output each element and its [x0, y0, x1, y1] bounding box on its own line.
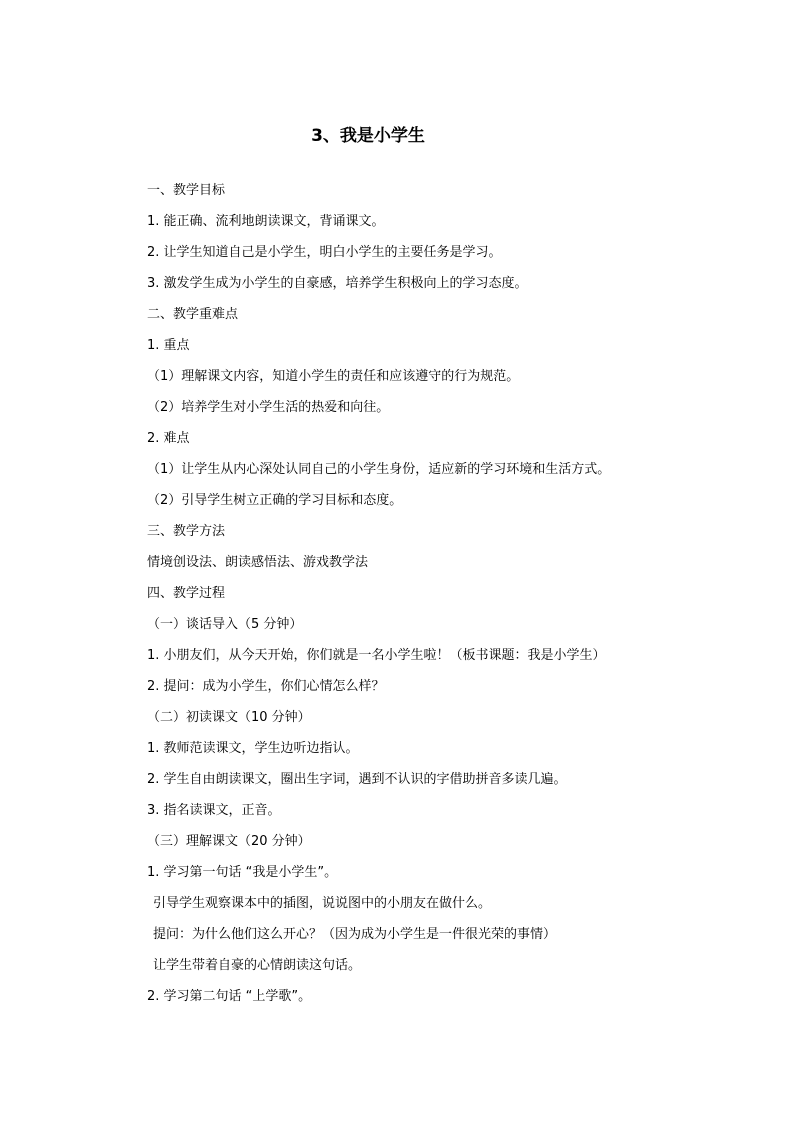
- list-item: 1. 教师范读课文，学生边听边指认。: [147, 741, 359, 756]
- subsection-heading: （三）理解课文（20 分钟）: [147, 834, 311, 849]
- paragraph: 提问：为什么他们这么开心？（因为成为小学生是一件很光荣的事情）: [153, 927, 557, 942]
- section-heading-key-points: 二、教学重难点: [147, 307, 239, 322]
- list-item: 2. 学生自由朗读课文，圈出生字词，遇到不认识的字借助拼音多读几遍。: [147, 772, 567, 787]
- list-item: 1. 小朋友们，从今天开始，你们就是一名小学生啦！（板书课题：我是小学生）: [147, 648, 606, 663]
- list-item: 1. 学习第一句话 “我是小学生”。: [147, 865, 338, 880]
- section-heading-process: 四、教学过程: [147, 586, 226, 601]
- paragraph: 让学生带着自豪的心情朗读这句话。: [153, 958, 362, 973]
- list-item: 2. 学习第二句话 “上学歌”。: [147, 989, 312, 1004]
- list-item: 3. 激发学生成为小学生的自豪感，培养学生积极向上的学习态度。: [147, 276, 528, 291]
- subsection-heading: （一）谈话导入（5 分钟）: [147, 617, 303, 632]
- subsection-heading: （二）初读课文（10 分钟）: [147, 710, 311, 725]
- list-item: 1. 能正确、流利地朗读课文，背诵课文。: [147, 214, 385, 229]
- document-body: [147, 180, 747, 1017]
- list-item: 2. 提问：成为小学生，你们心情怎么样？: [147, 679, 385, 694]
- list-item: （2）培养学生对小学生活的热爱和向往。: [147, 400, 390, 415]
- list-item: 3. 指名读课文，正音。: [147, 803, 281, 818]
- document-title: 3、我是小学生: [311, 126, 425, 146]
- list-item: （1）让学生从内心深处认同自己的小学生身份，适应新的学习环境和生活方式。: [147, 462, 611, 477]
- list-item: 1. 重点: [147, 338, 190, 353]
- paragraph: 情境创设法、朗读感悟法、游戏教学法: [147, 555, 369, 570]
- paragraph: 引导学生观察课本中的插图，说说图中的小朋友在做什么。: [153, 896, 492, 911]
- list-item: （2）引导学生树立正确的学习目标和态度。: [147, 493, 403, 508]
- section-heading-objectives: 一、教学目标: [147, 183, 226, 198]
- section-heading-methods: 三、教学方法: [147, 524, 226, 539]
- list-item: 2. 让学生知道自己是小学生，明白小学生的主要任务是学习。: [147, 245, 502, 260]
- list-item: （1）理解课文内容，知道小学生的责任和应该遵守的行为规范。: [147, 369, 520, 384]
- list-item: 2. 难点: [147, 431, 190, 446]
